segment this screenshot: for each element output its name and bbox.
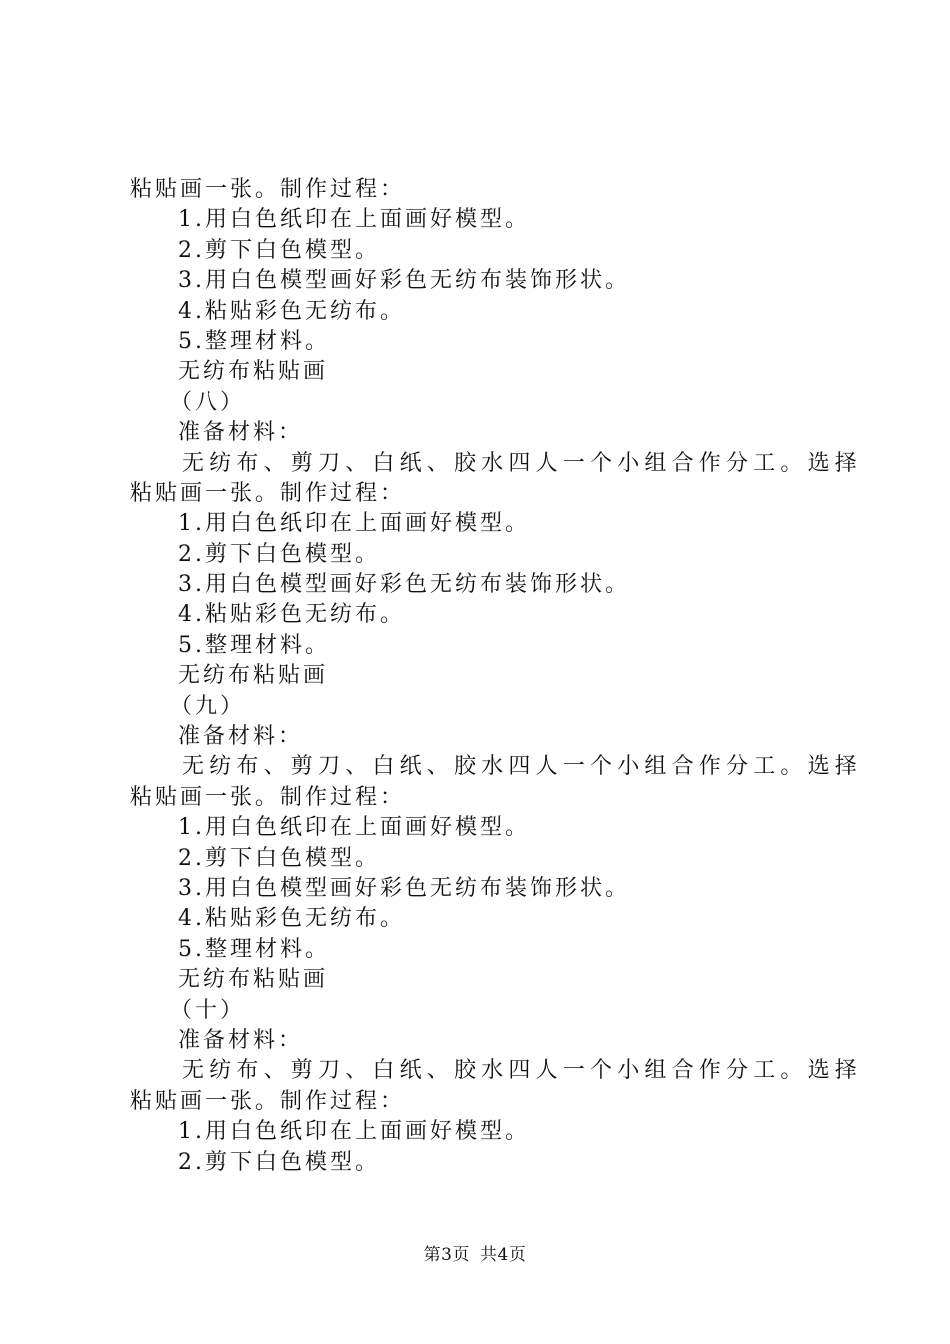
step-line: 5.整理材料。 — [178, 936, 330, 962]
document-body — [130, 175, 863, 1178]
step-line: 5.整理材料。 — [178, 632, 330, 658]
step-line: 1.用白色纸印在上面画好模型。 — [178, 511, 530, 537]
step-line: 1.用白色纸印在上面画好模型。 — [178, 207, 530, 233]
section-number: （九） — [170, 693, 246, 719]
text-line: 粘贴画一张。制作过程： — [130, 784, 406, 810]
step-line: 1.用白色纸印在上面画好模型。 — [178, 815, 530, 841]
page-total: 共4页 — [480, 1245, 527, 1265]
step-line: 4.粘贴彩色无纺布。 — [178, 298, 405, 324]
section-title: 无纺布粘贴画 — [178, 359, 329, 385]
section-number: （十） — [170, 997, 246, 1023]
step-line: 2.剪下白色模型。 — [178, 1149, 380, 1175]
materials-heading: 准备材料： — [178, 1027, 304, 1053]
page-footer — [0, 1240, 950, 1265]
materials-text: 无纺布、剪刀、白纸、胶水四人一个小组合作分工。选择 — [182, 1058, 863, 1084]
step-line: 3.用白色模型画好彩色无纺布装饰形状。 — [178, 268, 630, 294]
step-line: 1.用白色纸印在上面画好模型。 — [178, 1119, 530, 1145]
step-line: 2.剪下白色模型。 — [178, 237, 380, 263]
text-line: 粘贴画一张。制作过程： — [130, 177, 406, 202]
page-number: 第3页 — [423, 1245, 470, 1265]
section-number: （八） — [170, 389, 246, 415]
step-line: 4.粘贴彩色无纺布。 — [178, 906, 405, 932]
materials-text: 无纺布、剪刀、白纸、胶水四人一个小组合作分工。选择 — [182, 754, 863, 780]
step-line: 5.整理材料。 — [178, 328, 330, 354]
step-line: 4.粘贴彩色无纺布。 — [178, 602, 405, 628]
materials-heading: 准备材料： — [178, 420, 304, 446]
text-line: 粘贴画一张。制作过程： — [130, 480, 406, 506]
text-line: 粘贴画一张。制作过程： — [130, 1088, 406, 1114]
step-line: 2.剪下白色模型。 — [178, 845, 380, 871]
section-title: 无纺布粘贴画 — [178, 967, 329, 993]
materials-text: 无纺布、剪刀、白纸、胶水四人一个小组合作分工。选择 — [182, 450, 863, 476]
step-line: 2.剪下白色模型。 — [178, 541, 380, 567]
materials-heading: 准备材料： — [178, 724, 304, 750]
section-title: 无纺布粘贴画 — [178, 663, 329, 689]
step-line: 3.用白色模型画好彩色无纺布装饰形状。 — [178, 875, 630, 901]
step-line: 3.用白色模型画好彩色无纺布装饰形状。 — [178, 572, 630, 598]
